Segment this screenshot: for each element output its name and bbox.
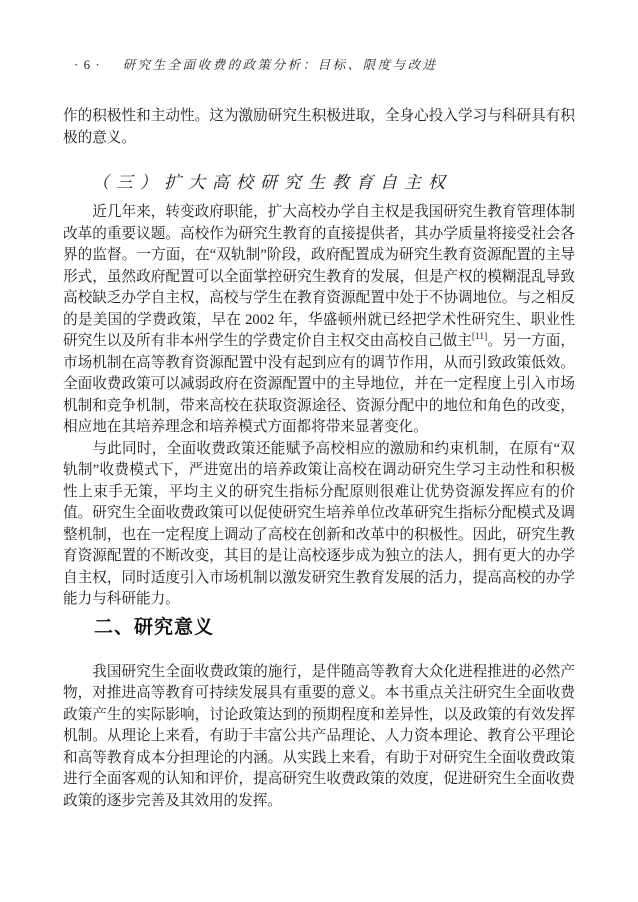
paragraph-continuation: 作的积极性和主动性。这为激励研究生积极进取，全身心投入学习与科研具有积极的意义。 [63, 108, 575, 146]
paragraph-autonomy-2: 与此同时，全面收费政策还能赋予高校相应的激励和约束机制，在原有“双轨制”收费模式下，严进宽出的培养政策让高校在调动研究生学习主动性和积极性上束手无策，平均主义的研究生指标分配原则很难让优势资源发挥应有的价值。研究生全面收费政策可以促使研究生培养单位改革研究生指标分配模式及调整机制，也在一定程度上调动了高校在创新和改革中的积极性。因此，研究生教育资源配置的不断改变，其目的是让高校逐步成为独立的法人，拥有更大的办学自主权，同时适度引入市场机制以激发研究生教育发展的活力，提高高校的办学能力与科研能力。 [63, 440, 575, 607]
subsection-heading: （三）扩大高校研究生教育自主权 [92, 173, 452, 192]
paragraph-text-before-footnote: 近几年来，转变政府职能，扩大高校办学自主权是我国研究生教育管理体制改革的重要议题。高校作为研究生教育的直接提供者，其办学质量将接受社会各界的监督。一方面，在“双轨制”阶段，政府配置成为研究生教育资源配置的主导形式，虽然政府配置可以全面掌控研究生教育的发展，但是产权的模糊混乱导致高校缺乏办学自主权，高校与学生在教育资源配置中处于不协调地位。与之相反的是美国的学费政策，早在 2002 年，华盛顿州就已经把学术性研究生、职业性研究生以及所有非本州学生的学费定价自主权交由高校自己做主 [63, 204, 575, 349]
section-heading: 二、研究意义 [94, 616, 215, 638]
running-header [74, 56, 575, 74]
running-title: 研究生全面收费的政策分析：目标、限度与改进 [122, 58, 438, 72]
footnote-reference: [11] [471, 332, 488, 343]
paragraph-significance: 我国研究生全面收费政策的施行，是伴随高等教育大众化进程推进的必然产物，对推进高等教育可持续发展具有重要的意义。本书重点关注研究生全面收费政策产生的实际影响，讨论政策达到的预期程度和差异性，以及政策的有效发挥机制。从理论上来看，有助于丰富公共产品理论、人力资本理论、教育公平理论和高等教育成本分担理论的内涵。从实践上来看，有助于对研究生全面收费政策进行全面客观的认知和评价，提高研究生收费政策的效度，促进研究生全面收费政策的逐步完善及其效用的发挥。 [63, 663, 575, 809]
paragraph-text-after-footnote: 。另一方面，市场机制在高等教育资源配置中没有起到应有的调节作用，从而引致政策低效。全面收费政策可以减弱政府在资源配置中的主导地位，并在一定程度上引入市场机制和竞争机制，带来高校在获取资源途径、资源分配中的地位和角色的改变，相应地在其培养理念和培养模式方面都将带来显著变化。 [63, 333, 575, 435]
page-number: · 6 · [74, 57, 101, 72]
paragraph-autonomy-1 [63, 202, 575, 439]
